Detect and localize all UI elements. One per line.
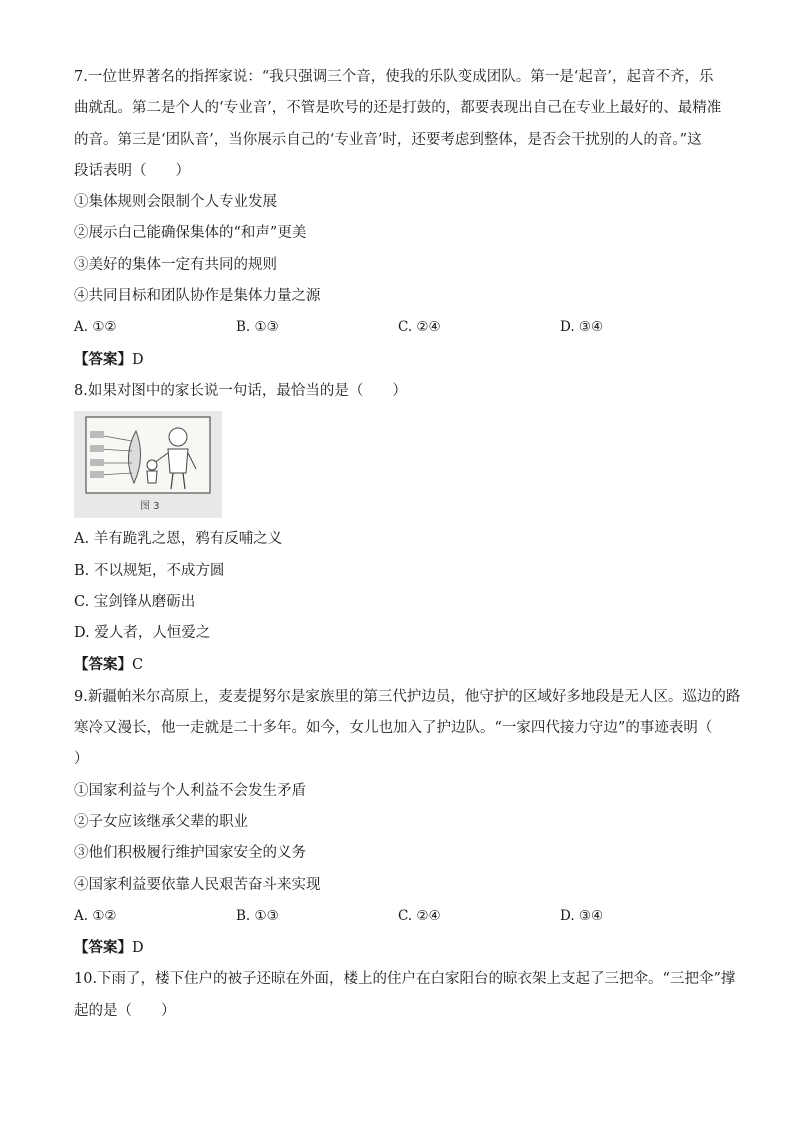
statement-item: ④共同目标和团队协作是集体力量之源 [74,288,321,305]
option-c: C. ②④ [398,319,441,336]
parent-child-illustration [74,411,222,518]
statement-item: ②子女应该继承父辈的职业 [74,813,248,830]
answer-tag: 【答案】 [74,656,132,674]
option-c: C. 宝剑锋从磨砺出 [74,593,196,610]
option-b: B. 不以规矩，不成方圆 [74,562,225,579]
answer-options [74,901,724,932]
answer-value: D [132,351,144,368]
question-10-line: 起的是（ ） [74,1002,176,1019]
statement-item: ②展示白己能确保集体的“和声”更美 [74,225,307,242]
question-8-stem: 8.如果对图中的家长说一句话，最恰当的是（ ） [74,382,407,399]
answer-options [74,312,724,343]
option-d: D. ③④ [560,907,604,924]
question-10-line: 10.下雨了，楼下住户的被子还晾在外面，楼上的住户在白家阳台的晾衣架上支起了三把伞。“三把伞”撑 [74,971,736,988]
option-a: A. ①② [74,907,117,924]
question-10 [74,964,736,1027]
answer-tag: 【答案】 [74,939,132,957]
option-d: D. 爱人者，人恒爱之 [74,625,211,642]
option-b: B. ①③ [236,907,279,924]
answer-line [74,932,724,964]
question-9-line: 9.新疆帕米尔高原上，麦麦提努尔是家族里的第三代护边员，他守护的区域好多地段是无人区。巡边的路 [74,688,741,705]
option-b: B. ①③ [236,319,279,336]
question-8 [74,376,724,682]
answer-value: D [132,940,144,957]
option-a: A. 羊有跪乳之恩，鸦有反哺之义 [74,531,283,548]
question-figure [74,411,222,518]
statement-item: ③他们积极履行维护国家安全的义务 [74,845,306,862]
exam-page [74,62,741,1027]
question-7-line: 的音。第三是‘团队音’，当你展示自己的‘专业音’时，还要考虑到整体，是否会干扰别的人的音。”这 [74,131,702,148]
option-d: D. ③④ [560,319,604,336]
question-9 [74,682,741,965]
question-9-line: ） [74,751,89,768]
question-7-line: 曲就乱。第二是个人的‘专业音’，不管是吹号的还是打鼓的，都要表现出自己在专业上最好的、最精准 [74,100,722,117]
option-c: C. ②④ [398,907,441,924]
question-7 [74,62,724,376]
figure-caption: 图 3 [140,501,160,513]
statement-item: ④国家利益要依靠人民艰苦奋斗来实现 [74,876,321,893]
answer-tag: 【答案】 [74,350,132,368]
statement-item: ③美好的集体一定有共同的规则 [74,256,277,273]
answer-line [74,649,724,681]
statement-item: ①国家利益与个人利益不会发生矛盾 [74,782,306,799]
question-9-line: 寒冷又漫长，他一走就是二十多年。如今，女儿也加入了护边队。“一家四代接力守边”的事迹表明（ [74,720,713,737]
answer-value: C [132,657,144,674]
question-7-line: 段话表明（ ） [74,162,190,179]
statement-item: ①集体规则会限制个人专业发展 [74,194,277,211]
question-7-line: 7.一位世界著名的指挥家说：“我只强调三个音，使我的乐队变成团队。第一是‘起音’，起音不齐，乐 [74,69,714,85]
option-a: A. ①② [74,319,117,336]
answer-line [74,344,724,376]
